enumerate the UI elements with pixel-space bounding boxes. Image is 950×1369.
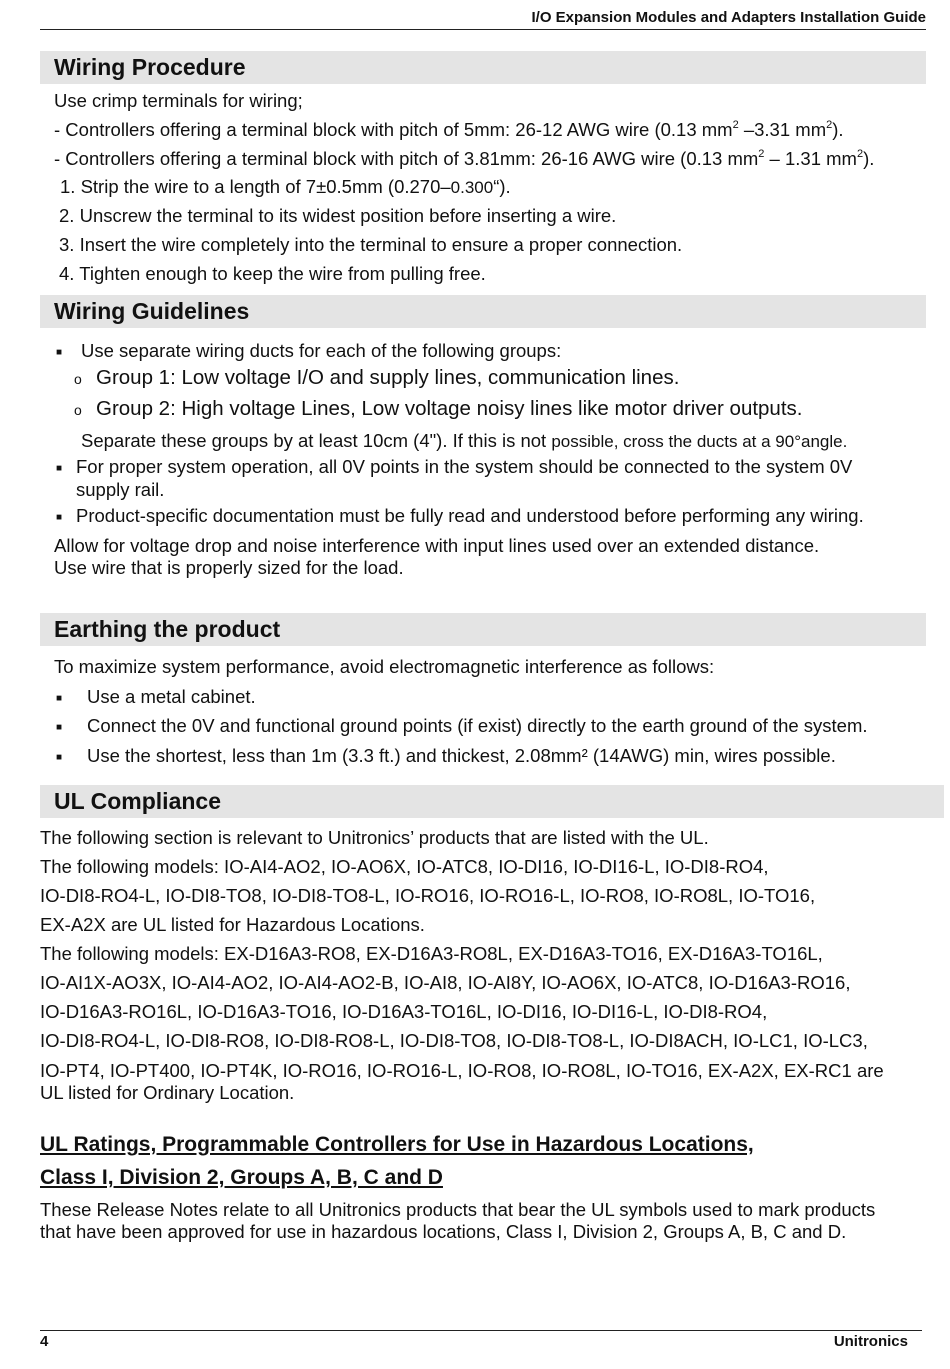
circle-bullet-icon: o — [74, 402, 82, 418]
paragraph: Use wire that is properly sized for the load. — [54, 557, 404, 578]
wiring-line-381mm: - Controllers offering a terminal block with pitch of 3.81mm: 26-16 AWG wire (0.13 $mm^2 - 1.31$ $mm^2$). — [54, 148, 875, 169]
wiring-line-5mm: - Controllers offering a terminal block with pitch of 5mm: 26-12 AWG wire (0.13 $mm^2$ –3.31 $mm^2$). — [54, 119, 844, 140]
section-heading-wiring-guidelines: Wiring Guidelines — [40, 295, 926, 328]
page-number: 4 — [40, 1333, 49, 1350]
paragraph: Allow for voltage drop and noise interference with input lines used over an extended distance. — [54, 535, 820, 556]
header-rule — [40, 29, 926, 30]
wiring-step: 3. Insert the wire completely into the terminal to ensure a proper connection. — [59, 234, 683, 255]
wiring-step: 4. Tighten enough to keep the wire from pulling free. — [59, 263, 486, 284]
list-item: ■ Connect the 0V and functional ground points (if exist) directly to the earth ground of the system. — [56, 715, 868, 736]
ul-line: IO-PT4, IO-PT400, IO-PT4K, IO-RO16, IO-RO16-L, IO-RO8, IO-RO8L, IO-TO16, EX-A2X, EX-RC1 are — [40, 1060, 884, 1081]
footer-rule — [40, 1330, 922, 1331]
ul-line: The following section is relevant to Unitronics’ products that are listed with the UL. — [40, 827, 709, 848]
section-heading-ul-compliance: UL Compliance — [40, 785, 944, 818]
list-item: ■ Use separate wiring ducts for each of the following groups: — [56, 340, 562, 361]
list-item: ■ Use a metal cabinet. — [56, 686, 256, 707]
list-item: ■ Product-specific documentation must be fully read and understood before performing any wiring. — [56, 505, 864, 526]
list-item: o Group 1: Low voltage I/O and supply lines, communication lines. — [74, 366, 680, 389]
square-bullet-icon: ■ — [56, 693, 63, 704]
footer-brand: Unitronics — [833, 1333, 908, 1350]
wiring-intro: Use crimp terminals for wiring; — [54, 90, 303, 111]
separation-note: Separate these groups by at least 10cm (4"). If this is not possible, cross the ducts at a 90°angle. — [81, 430, 848, 451]
list-item-continuation: supply rail. — [76, 479, 165, 500]
earthing-intro: To maximize system performance, avoid electromagnetic interference as follows: — [54, 656, 715, 677]
square-bullet-icon: ■ — [56, 347, 63, 358]
square-bullet-icon: ■ — [56, 512, 63, 523]
paragraph: These Release Notes relate to all Unitronics products that bear the UL symbols used to mark products — [40, 1199, 876, 1220]
section-heading-earthing: Earthing the product — [40, 613, 926, 646]
ul-line: The following models: IO-AI4-AO2, IO-AO6X, IO-ATC8, IO-DI16, IO-DI16-L, IO-DI8-RO4, — [40, 856, 769, 877]
ul-line: IO-DI8-RO4-L, IO-DI8-TO8, IO-DI8-TO8-L, IO-RO16, IO-RO16-L, IO-RO8, IO-RO8L, IO-TO16, — [40, 885, 816, 906]
ul-line: IO-D16A3-RO16L, IO-D16A3-TO16, IO-D16A3-TO16L, IO-DI16, IO-DI16-L, IO-DI8-RO4, — [40, 1001, 768, 1022]
square-bullet-icon: ■ — [56, 752, 63, 763]
ul-ratings-heading: UL Ratings, Programmable Controllers for Use in Hazardous Locations, — [40, 1133, 754, 1156]
ul-line: UL listed for Ordinary Location. — [40, 1082, 295, 1103]
document-title: I/O Expansion Modules and Adapters Installation Guide — [531, 9, 926, 26]
wiring-step: 2. Unscrew the terminal to its widest position before inserting a wire. — [59, 205, 617, 226]
list-item: ■ For proper system operation, all 0V points in the system should be connected to the system 0V — [56, 456, 853, 477]
square-bullet-icon: ■ — [56, 463, 63, 474]
ul-line: IO-DI8-RO4-L, IO-DI8-RO8, IO-DI8-RO8-L, IO-DI8-TO8, IO-DI8-TO8-L, IO-DI8ACH, IO-LC1, IO-LC3, — [40, 1030, 868, 1051]
ul-line: EX-A2X are UL listed for Hazardous Locations. — [40, 914, 425, 935]
circle-bullet-icon: o — [74, 371, 82, 387]
ul-line: IO-AI1X-AO3X, IO-AI4-AO2, IO-AI4-AO2-B, IO-AI8, IO-AI8Y, IO-AO6X, IO-ATC8, IO-D16A3-RO16, — [40, 972, 851, 993]
ul-ratings-heading: Class I, Division 2, Groups A, B, C and D — [40, 1166, 443, 1189]
square-bullet-icon: ■ — [56, 722, 63, 733]
wiring-step: 1. Strip the wire to a length of 7±0.5mm (0.270–0.300“). — [60, 176, 511, 197]
list-item: o Group 2: High voltage Lines, Low voltage noisy lines like motor driver outputs. — [74, 397, 803, 420]
paragraph: that have been approved for use in hazardous locations, Class I, Division 2, Groups A, B, C and D. — [40, 1221, 847, 1242]
ul-line: The following models: EX-D16A3-RO8, EX-D16A3-RO8L, EX-D16A3-TO16, EX-D16A3-TO16L, — [40, 943, 823, 964]
list-item: ■ Use the shortest, less than 1m (3.3 ft.) and thickest, 2.08mm² (14AWG) min, wires possible. — [56, 745, 836, 766]
section-heading-wiring-procedure: Wiring Procedure — [40, 51, 926, 84]
